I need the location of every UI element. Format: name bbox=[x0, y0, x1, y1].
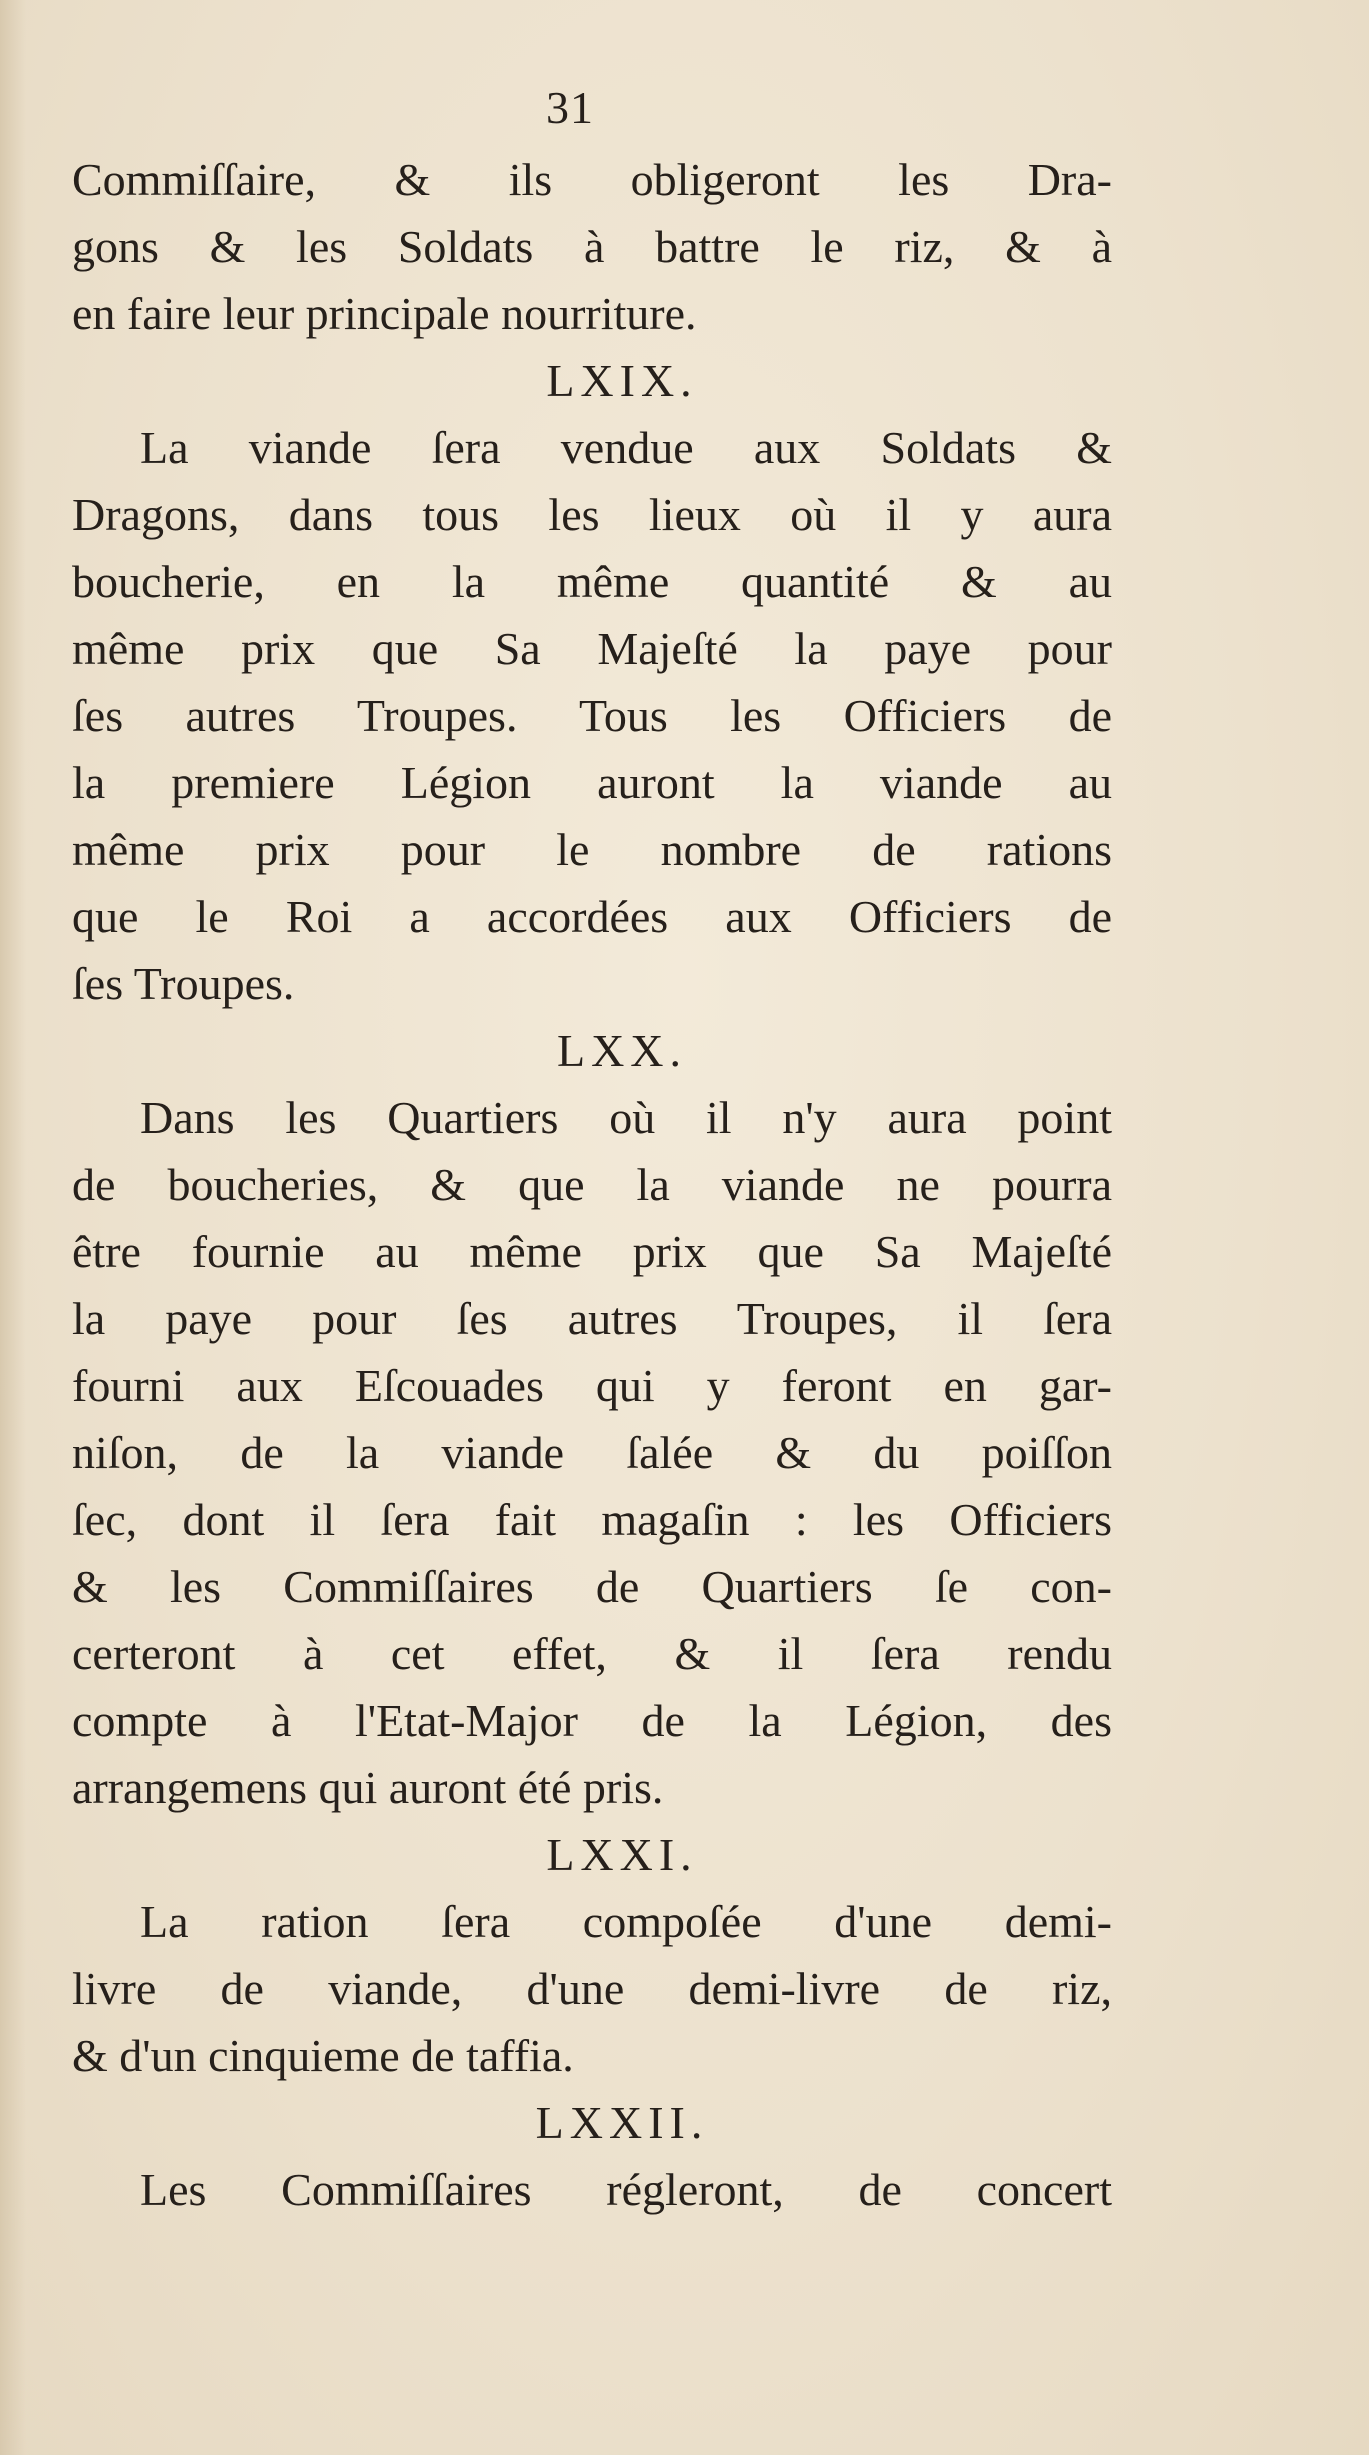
text-line: ſec, dont il ſera fait magaſin : les Officiers bbox=[72, 1494, 1112, 1545]
text-line: niſon, de la viande ſalée & du poiſſon bbox=[72, 1427, 1112, 1478]
text-line: la premiere Légion auront la viande au bbox=[72, 757, 1112, 808]
text-line: gons & les Soldats à battre le riz, & à bbox=[72, 221, 1112, 272]
text-line: Dragons, dans tous les lieux où il y aura bbox=[72, 489, 1112, 540]
text-line: livre de viande, d'une demi-livre de riz, bbox=[72, 1963, 1112, 2014]
text-line: ſes autres Troupes. Tous les Officiers de bbox=[72, 690, 1112, 741]
text-line: compte à l'Etat-Major de la Légion, des bbox=[72, 1695, 1112, 1746]
article-heading-lxx: LXX. bbox=[556, 1025, 688, 1076]
text-block bbox=[72, 146, 1112, 2223]
article-heading-lxix: LXIX. bbox=[546, 355, 698, 406]
text-line: arrangemens qui auront été pris. bbox=[72, 1762, 664, 1813]
text-line: ſes Troupes. bbox=[72, 958, 295, 1009]
page-number: 31 bbox=[546, 82, 594, 133]
text-line: certeront à cet effet, & il ſera rendu bbox=[72, 1628, 1112, 1679]
text-line: que le Roi a accordées aux Officiers de bbox=[72, 891, 1112, 942]
text-line: La viande ſera vendue aux Soldats & bbox=[140, 422, 1112, 473]
text-line: & d'un cinquieme de taffia. bbox=[72, 2030, 574, 2081]
article-heading-lxxii: LXXII. bbox=[535, 2097, 709, 2148]
article-heading-lxxi: LXXI. bbox=[546, 1829, 698, 1880]
text-line: en faire leur principale nourriture. bbox=[72, 288, 697, 339]
text-line: La ration ſera compoſée d'une demi- bbox=[140, 1896, 1112, 1947]
text-line: Les Commiſſaires régleront, de concert bbox=[140, 2164, 1112, 2215]
text-line: même prix que Sa Majeſté la paye pour bbox=[72, 623, 1112, 674]
text-line: boucherie, en la même quantité & au bbox=[72, 556, 1112, 607]
gutter-shadow bbox=[0, 0, 26, 2455]
text-line: Commiſſaire, & ils obligeront les Dra- bbox=[72, 154, 1112, 205]
text-line: même prix pour le nombre de rations bbox=[72, 824, 1112, 875]
text-line: être fournie au même prix que Sa Majeſté bbox=[72, 1226, 1112, 1277]
text-line: fourni aux Eſcouades qui y feront en gar- bbox=[72, 1360, 1112, 1411]
text-line: Dans les Quartiers où il n'y aura point bbox=[140, 1092, 1112, 1143]
text-line: de boucheries, & que la viande ne pourra bbox=[72, 1159, 1112, 1210]
text-line: & les Commiſſaires de Quartiers ſe con- bbox=[72, 1561, 1112, 1612]
text-line: la paye pour ſes autres Troupes, il ſera bbox=[72, 1293, 1112, 1344]
